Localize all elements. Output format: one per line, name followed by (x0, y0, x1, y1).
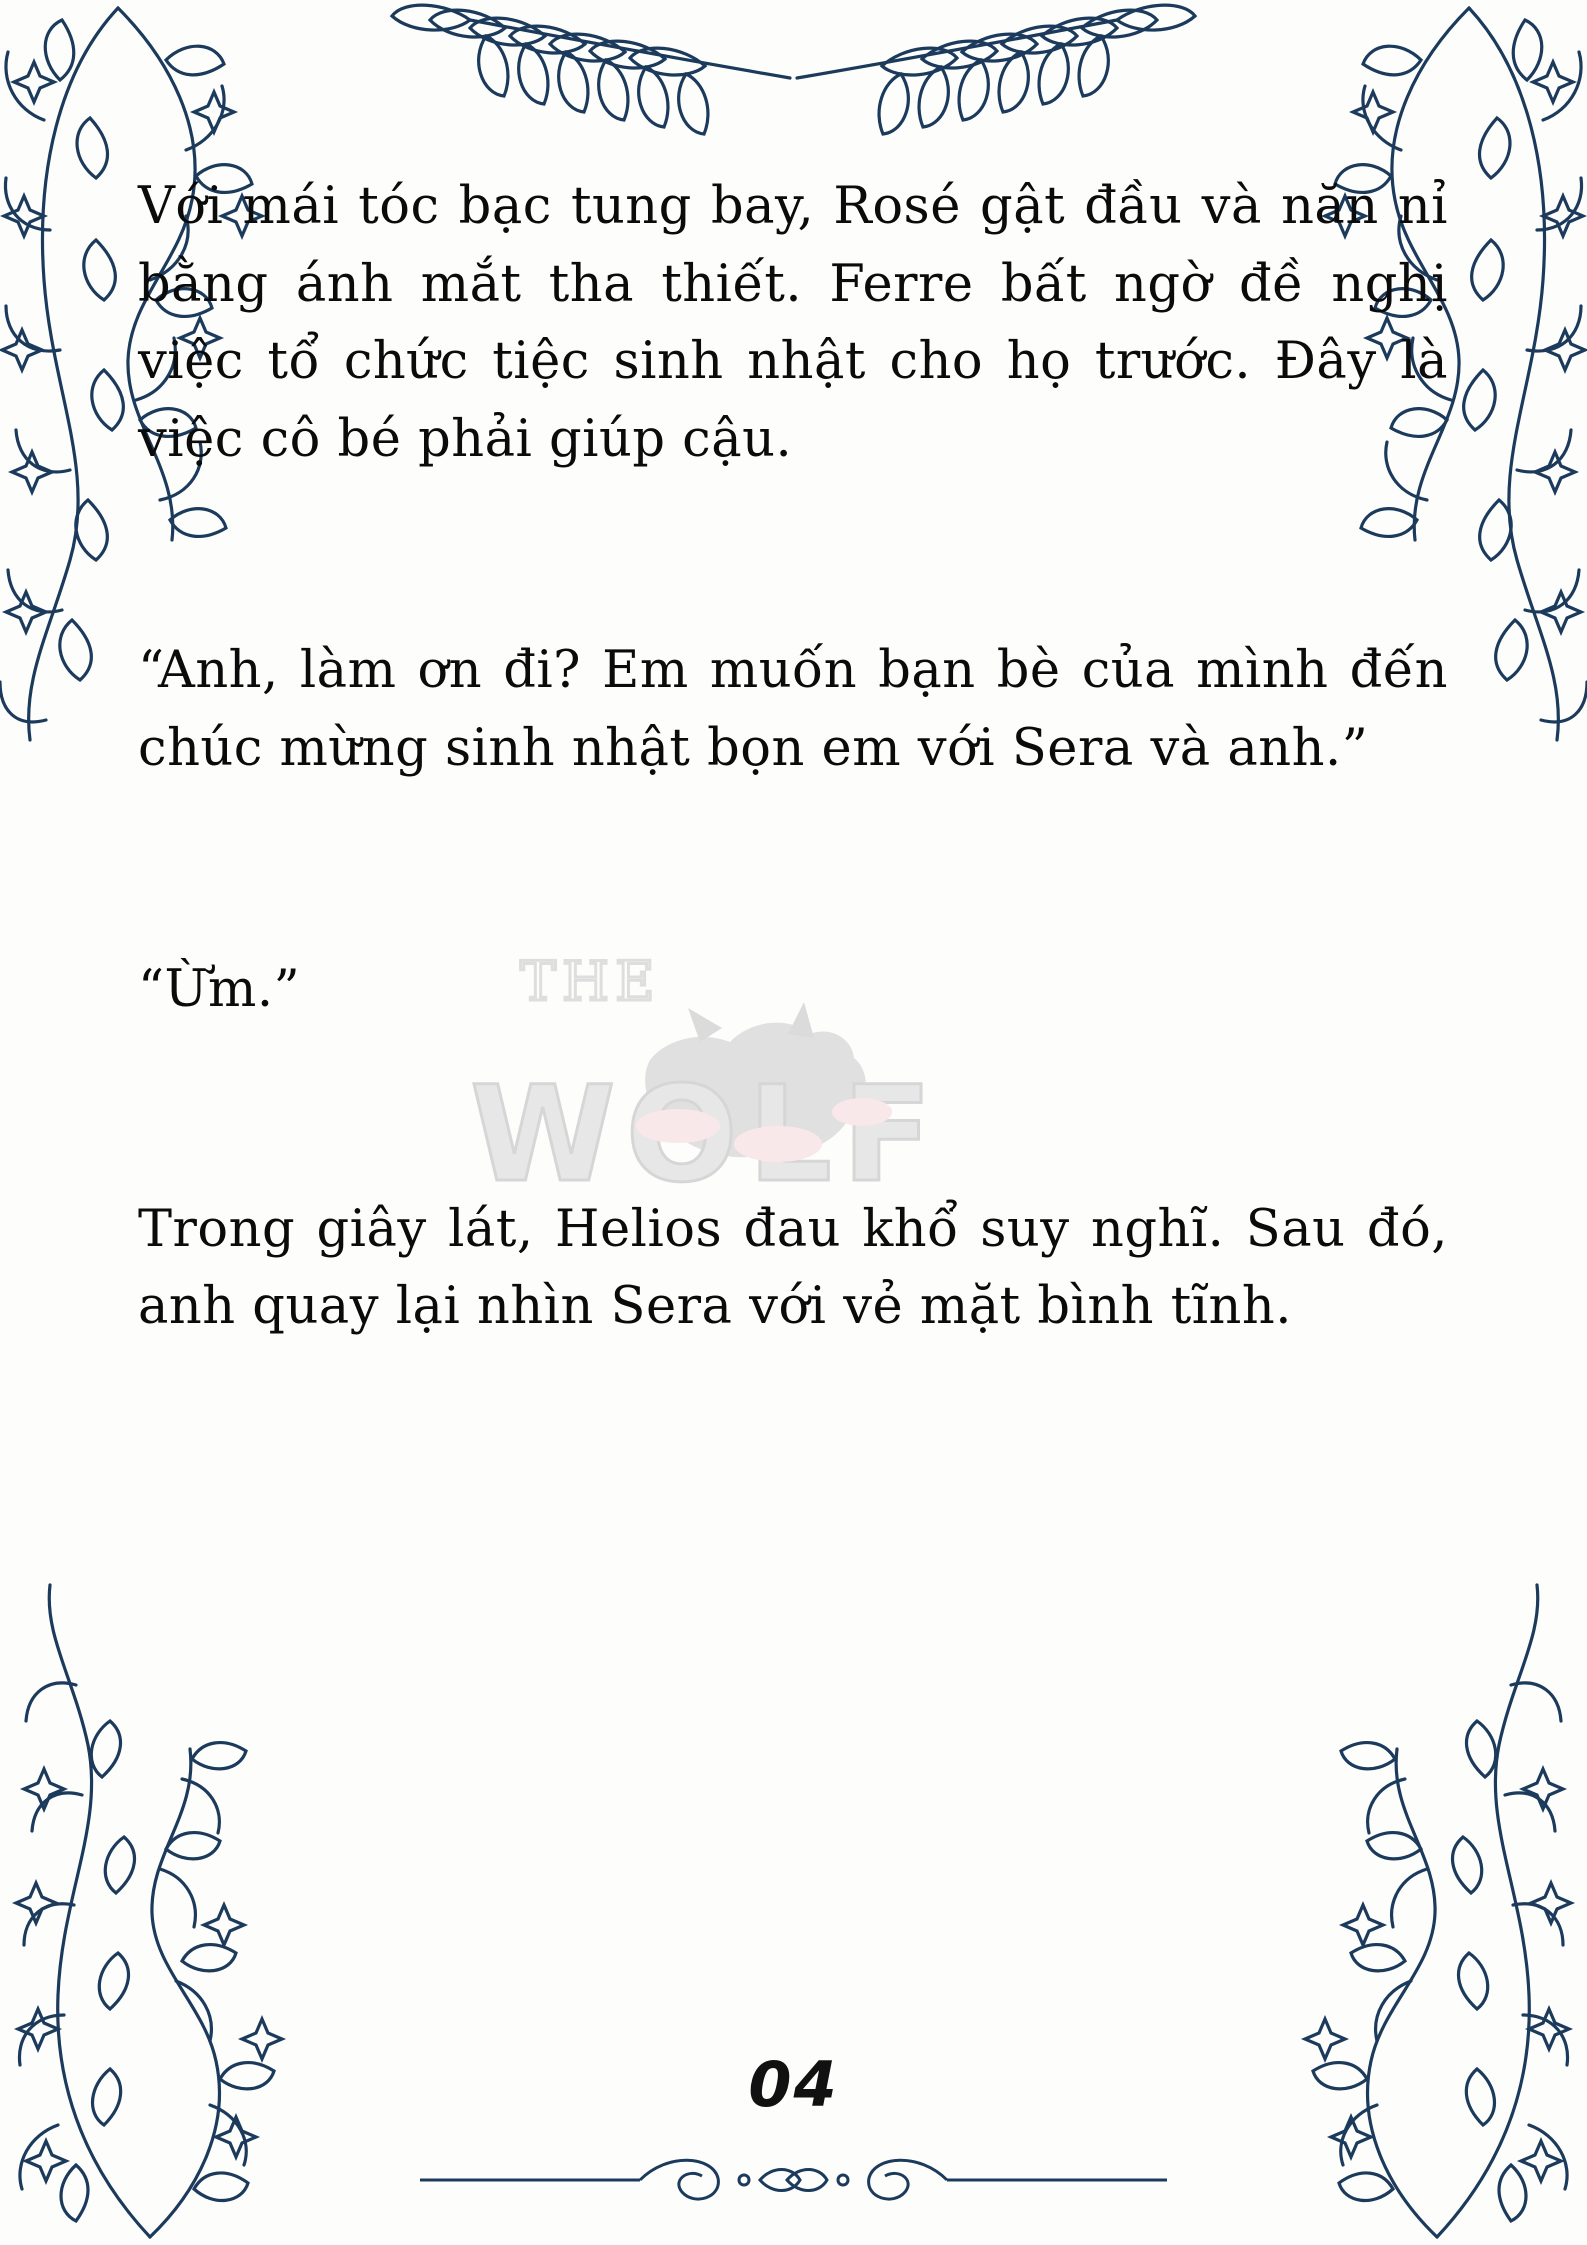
paragraph-1: Với mái tóc bạc tung bay, Rosé gật đầu và năn nỉ bằng ánh mắt tha thiết. Ferre bất ngờ đề nghị việc tổ chức tiệc sinh nhật cho họ trước. Đây là việc cô bé phải giúp cậu. (138, 177, 1448, 469)
svg-text:THE: THE (520, 950, 661, 1013)
page-body (138, 168, 1448, 1404)
paragraph-spacer (138, 845, 1448, 951)
paragraph-3: “Ừm.” (138, 960, 301, 1020)
paragraph-2: “Anh, làm ơn đi? Em muốn bạn bè của mình đến chúc mừng sinh nhật bọn em với Sera và anh.” (138, 641, 1448, 778)
laurel-top-icon (392, 5, 1195, 134)
page-number: 04 (748, 2048, 839, 2121)
vine-bottom-right-icon (1305, 1585, 1571, 2237)
paragraph-4: Trong giây lát, Helios đau khổ suy nghĩ. Sau đó, anh quay lại nhìn Sera với vẻ mặt bình tĩnh. (138, 1199, 1448, 1337)
vine-bottom-left-icon (16, 1585, 282, 2237)
paragraph-spacer (138, 536, 1448, 632)
svg-text:WOLF: WOLF (470, 1058, 943, 1212)
footer-ornament (0, 2150, 1587, 2210)
paragraph-spacer (138, 1087, 1448, 1191)
